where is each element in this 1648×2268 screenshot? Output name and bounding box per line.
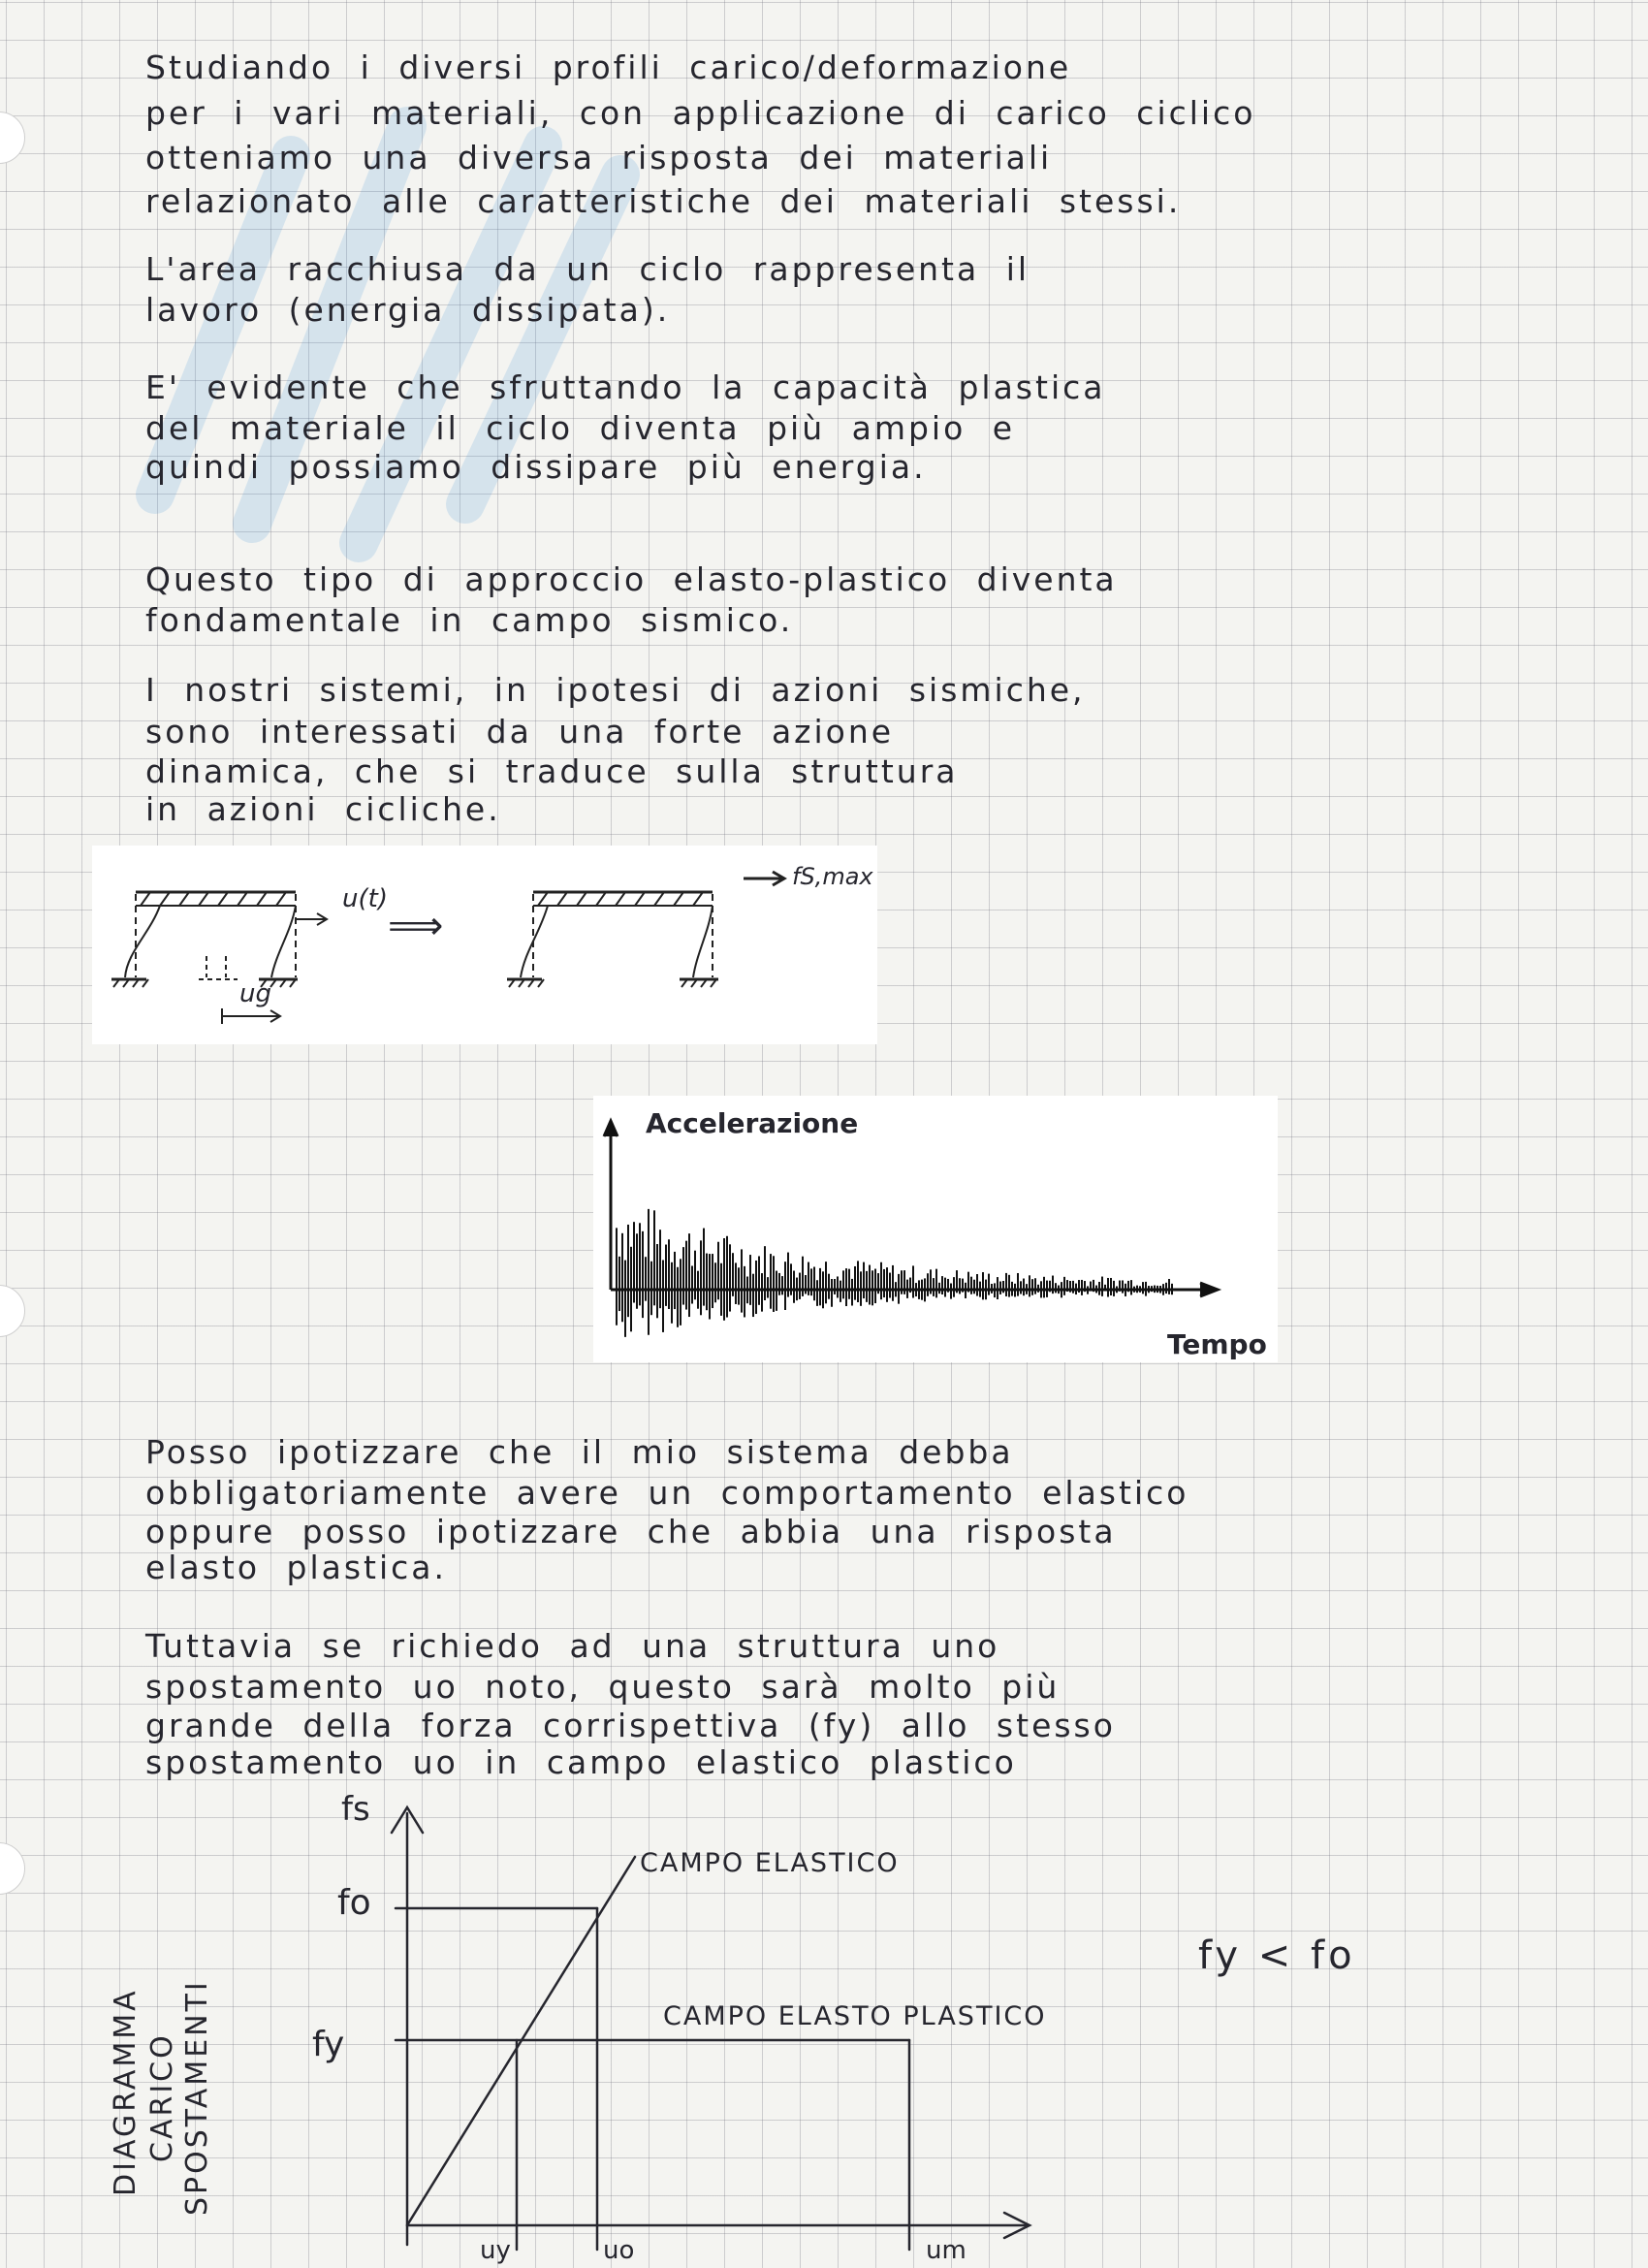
text-line: in azioni cicliche. [145, 790, 501, 828]
implication-arrow: ⟹ [388, 904, 444, 948]
binder-hole-middle [0, 1285, 25, 1337]
tick-label-um: um [926, 2236, 967, 2265]
text-line: Questo tipo di approccio elasto-plastico diventa [145, 560, 1118, 598]
tick-label-uy: uy [480, 2236, 511, 2265]
axis-label-fs: fs [341, 1790, 370, 1829]
tick-label-fy: fy [312, 2025, 345, 2064]
text-line: obbligatoriamente avere un comportamento elastico [145, 1474, 1189, 1512]
binder-hole-bottom [0, 1842, 25, 1895]
accelerogram-figure [593, 1096, 1278, 1362]
text-line: E' evidente che sfruttando la capacità plastica [145, 368, 1106, 406]
text-line: lavoro (energia dissipata). [145, 291, 671, 329]
binder-hole-top [0, 112, 25, 164]
text-line: per i vari materiali, con applicazione di carico ciclico [145, 94, 1256, 132]
label-campo-elastico: CAMPO ELASTICO [640, 1848, 900, 1878]
label-campo-elasto-plastico: CAMPO ELASTO PLASTICO [663, 2001, 1047, 2031]
diagram-title-line2: CARICO [145, 2032, 179, 2162]
text-line: Studiando i diversi profili carico/deformazione [145, 48, 1072, 86]
text-line: elasto plastica. [145, 1549, 447, 1586]
tick-label-fo: fo [337, 1883, 371, 1923]
accelerogram-title: Accelerazione [646, 1107, 859, 1139]
frame-figure-drawing [92, 846, 877, 1044]
label-displacement-ut: u(t) [342, 884, 388, 913]
text-line: grande della forza corrispettiva (fy) allo stesso [145, 1707, 1116, 1744]
text-line: L'area racchiusa da un ciclo rappresenta il [145, 250, 1030, 288]
frame-figure [92, 846, 877, 1044]
diagram-title-line3: SPOSTAMENTI [180, 1979, 214, 2216]
text-line: Tuttavia se richiedo ad una struttura uno [145, 1627, 1000, 1665]
label-ground-ug: ug [239, 979, 271, 1008]
text-line: del materiale il ciclo diventa più ampio e [145, 409, 1016, 447]
diagram-title-line1: DIAGRAMMA [109, 1988, 143, 2196]
text-line: Posso ipotizzare che il mio sistema debba [145, 1433, 1014, 1471]
text-line: relazionato alle caratteristiche dei materiali stessi. [145, 182, 1182, 220]
text-line: oppure posso ipotizzare che abbia una risposta [145, 1513, 1117, 1550]
text-line: spostamento uo noto, questo sarà molto più [145, 1668, 1061, 1706]
text-line: dinamica, che si traduce sulla struttura [145, 752, 959, 790]
text-line: I nostri sistemi, in ipotesi di azioni sismiche, [145, 671, 1086, 709]
accelerogram-xlabel: Tempo [1167, 1328, 1267, 1360]
tick-label-uo: uo [603, 2236, 635, 2265]
text-line: otteniamo una diversa risposta dei materiali [145, 139, 1053, 176]
relation-fy-fo: fy < fo [1198, 1933, 1356, 1978]
text-line: spostamento uo in campo elastico plastico [145, 1743, 1017, 1781]
text-line: fondamentale in campo sismico. [145, 601, 794, 639]
text-line: quindi possiamo dissipare più energia. [145, 448, 927, 486]
label-fs-max: fS,max [792, 863, 873, 890]
text-line: sono interessati da una forte azione [145, 713, 895, 751]
